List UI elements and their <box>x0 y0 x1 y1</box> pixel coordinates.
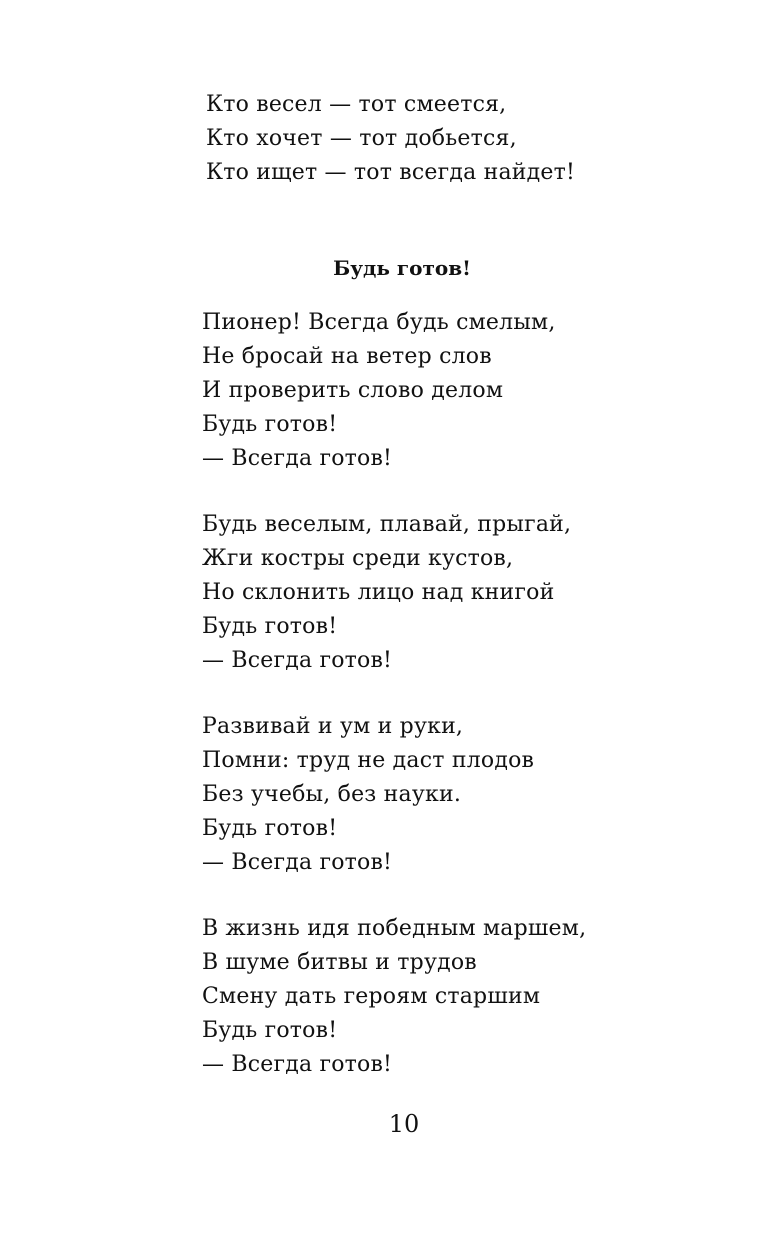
verse-line: Жги костры среди кустов, <box>202 546 514 571</box>
verse-line: Будь готов! <box>202 412 338 437</box>
verse-line: В шуме битвы и трудов <box>202 950 477 975</box>
verse-line: — Всегда готов! <box>202 648 393 673</box>
verse-line: — Всегда готов! <box>202 446 393 471</box>
verse-line: Будь готов! <box>202 1018 338 1043</box>
verse-line: Без учебы, без науки. <box>202 782 462 807</box>
poem-title: Будь готов! <box>333 256 471 280</box>
stanza-2 <box>202 508 571 678</box>
verse-line: Будь готов! <box>202 614 338 639</box>
verse-line: Будь готов! <box>202 816 338 841</box>
verse-line: Кто весел — тот смеется, <box>206 92 507 117</box>
stanza-3 <box>202 710 534 880</box>
verse-line: Помни: труд не даст плодов <box>202 748 535 773</box>
intro-stanza <box>206 88 575 190</box>
verse-line: Кто хочет — тот добьется, <box>206 126 517 151</box>
verse-line: В жизнь идя победным маршем, <box>202 916 587 941</box>
stanza-1 <box>202 306 556 476</box>
verse-line: Будь веселым, плавай, прыгай, <box>202 512 572 537</box>
verse-line: — Всегда готов! <box>202 1052 393 1077</box>
verse-line: Развивай и ум и руки, <box>202 714 464 739</box>
verse-line: И проверить слово делом <box>202 378 504 403</box>
verse-line: Но склонить лицо над книгой <box>202 580 555 605</box>
page-number: 10 <box>388 1110 420 1138</box>
verse-line: Пионер! Всегда будь смелым, <box>202 310 556 335</box>
verse-line: Кто ищет — тот всегда найдет! <box>206 160 576 185</box>
stanza-4 <box>202 912 586 1082</box>
verse-line: Не бросай на ветер слов <box>202 344 492 369</box>
verse-line: — Всегда готов! <box>202 850 393 875</box>
verse-line: Смену дать героям старшим <box>202 984 541 1009</box>
